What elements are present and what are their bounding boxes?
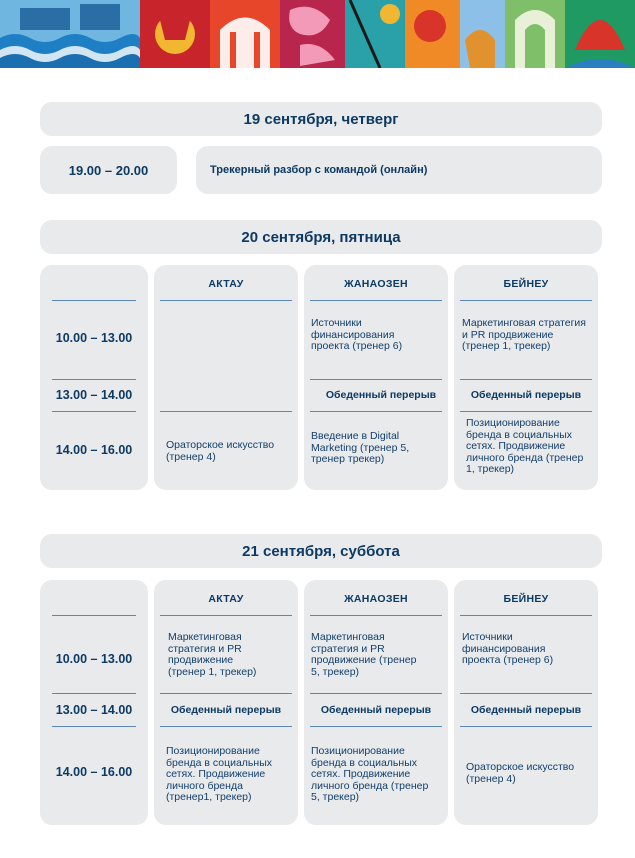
event-19: Трекерный разбор с командой (онлайн) (196, 146, 602, 194)
divider (160, 693, 292, 694)
divider (310, 300, 442, 301)
session-text: Ораторское искусство (тренер 4) (166, 439, 275, 463)
lunch-break: Обеденный перерыв (320, 704, 432, 716)
city-column-aktau-20 (154, 265, 298, 490)
divider (160, 411, 292, 412)
lunch-break: Обеденный перерыв (470, 704, 582, 716)
session-text: Введение в Digital Marketing (тренер 5, тренер трекер) (311, 430, 410, 465)
session-text: Позиционирование бренда в социальных сетях. Продвижение личного бренда (тренер1, трекер) (166, 745, 272, 803)
day-header-21: 21 сентября, суббота (40, 534, 602, 568)
divider (310, 726, 442, 727)
lunch-break: Обеденный перерыв (170, 704, 282, 716)
city-column-beineu-20 (454, 265, 598, 490)
divider (460, 615, 592, 616)
session-text: Маркетинговая стратегия и PR продвижение (тренер 5, трекер) (311, 631, 417, 678)
time-slot: 14.00 – 16.00 (55, 765, 133, 779)
divider (460, 726, 592, 727)
city-name: АКТАУ (208, 593, 244, 605)
day-header-20: 20 сентября, пятница (40, 220, 602, 254)
city-column-beineu-21 (454, 580, 598, 825)
city-column-zhanaozen-20 (304, 265, 448, 490)
divider (52, 726, 136, 727)
time-slot: 13.00 – 14.00 (55, 703, 133, 717)
divider (52, 615, 136, 616)
city-name: АКТАУ (208, 278, 244, 290)
session-text: Маркетинговая стратегия и PR продвижение (тренер 1, трекер) (462, 317, 586, 352)
city-column-aktau-21 (154, 580, 298, 825)
city-name: ЖАНАОЗЕН (344, 278, 408, 290)
time-slot: 10.00 – 13.00 (55, 652, 133, 666)
session-text: Ораторское искусство (тренер 4) (466, 761, 575, 785)
divider (310, 411, 442, 412)
city-column-zhanaozen-21 (304, 580, 448, 825)
time-slot: 14.00 – 16.00 (55, 443, 133, 457)
divider (460, 411, 592, 412)
divider (52, 411, 136, 412)
session-text: Маркетинговая стратегия и PR продвижение (тренер 1, трекер) (168, 631, 257, 678)
decorative-banner (0, 0, 635, 68)
city-name: БЕЙНЕУ (503, 278, 549, 290)
divider (460, 693, 592, 694)
lunch-break: Обеденный перерыв (470, 389, 582, 401)
session-text: Источники финансирования проекта (тренер 6) (311, 317, 403, 352)
times-column-20 (40, 265, 148, 490)
divider (160, 300, 292, 301)
city-name: БЕЙНЕУ (503, 593, 549, 605)
divider (52, 379, 136, 380)
session-text: Позиционирование бренда в социальных сетях. Продвижение личного бренда (тренер 1, трекер) (466, 417, 584, 475)
divider (310, 693, 442, 694)
city-name: ЖАНАОЗЕН (344, 593, 408, 605)
divider (52, 693, 136, 694)
lunch-break: Обеденный перерыв (325, 389, 437, 401)
divider (160, 726, 292, 727)
time-slot-19: 19.00 – 20.00 (40, 146, 177, 194)
time-slot: 13.00 – 14.00 (55, 388, 133, 402)
times-column-21 (40, 580, 148, 825)
day-header-19: 19 сентября, четверг (40, 102, 602, 136)
time-slot: 10.00 – 13.00 (55, 331, 133, 345)
divider (310, 615, 442, 616)
divider (460, 300, 592, 301)
divider (310, 379, 442, 380)
divider (160, 615, 292, 616)
session-text: Позиционирование бренда в социальных сетях. Продвижение личного бренда (тренер 5, трекер) (311, 745, 429, 803)
session-text: Источники финансирования проекта (тренер 6) (462, 631, 554, 666)
divider (460, 379, 592, 380)
divider (52, 300, 136, 301)
